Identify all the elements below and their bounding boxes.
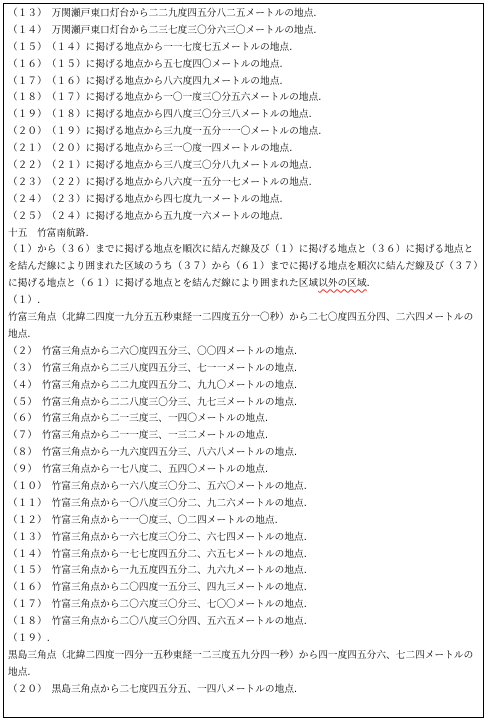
line-text: （１６） （１５）に掲げる地点から五七度四〇メートルの地点 [8, 58, 280, 70]
paragraph-mark: . [294, 447, 298, 459]
line-text: （８） 竹富三角点から一九六度四五分三、八六八メートルの地点 [8, 447, 295, 459]
item-text: 竹富三角点（北緯二四度一九分五五秒東経一二四度五分一〇秒）から二七〇度四五分四、二六四メートルの地点 [8, 312, 474, 340]
paragraph-mark: . [308, 109, 312, 121]
paragraph-mark: . [308, 160, 312, 172]
doc-line [8, 57, 482, 74]
item-paragraph [8, 648, 482, 682]
doc-line [8, 496, 482, 513]
paragraph-mark: . [318, 92, 322, 104]
item-text: 黒島三角点（北緯二四度一四分一五秒東経一二三度五九分四一秒）から四一度四五分六、七二四メートルの地点 [8, 649, 474, 678]
item-label [8, 631, 482, 648]
line-text: （１３） 万関瀬戸東口灯台から二二九度四五分八二五メートルの地点 [8, 8, 314, 19]
doc-line [8, 23, 482, 40]
paragraph-mark: . [37, 295, 41, 307]
spellcheck-underlined-text: 以外の区域 [318, 278, 367, 290]
line-text: （１９） （１８）に掲げる地点から四八度三〇分三八メートルの地点 [8, 109, 309, 121]
line-text: （７） 竹富三角点から二一一度三、一三二メートルの地点 [8, 430, 265, 442]
doc-line [8, 547, 482, 564]
line-text: （２４） （２３）に掲げる地点から四七度九一メートルの地点 [8, 193, 280, 205]
doc-line [8, 614, 482, 631]
doc-line [8, 344, 482, 361]
line-text: （２５） （２４）に掲げる地点から五九度一六メートルの地点 [8, 210, 280, 222]
line-text: （１５） 竹富三角点から一九五度四五分二、九六九メートルの地点 [8, 565, 304, 577]
line-text: （２３） （２２）に掲げる地点から八六度一五分一七メートルの地点 [8, 176, 309, 188]
paragraph-mark: . [308, 176, 312, 188]
paragraph-mark: . [303, 565, 307, 577]
line-text: （５） 竹富三角点から二二八度三〇分三、九七三メートルの地点 [8, 396, 295, 408]
paragraph-mark: . [294, 345, 298, 357]
doc-line [8, 107, 482, 124]
paragraph-mark: . [264, 413, 269, 425]
heading-text: 十五 竹富南航路 [8, 227, 86, 239]
doc-line [8, 395, 482, 412]
document-body [8, 6, 482, 699]
paragraph-mark: . [27, 328, 31, 340]
doc-line [8, 175, 482, 192]
line-text: （１８） （１７）に掲げる地点から一〇一度三〇分五六メートルの地点 [8, 92, 319, 104]
line-text: （１６） 竹富三角点から二〇四度一五分三、四九三メートルの地点 [8, 582, 304, 594]
paragraph-text: （１）から（３６）までに掲げる地点を順次に結んだ線及び（１）に掲げる地点と（３６）に掲げる地点とを結んだ線により囲まれた区域のうち（３７）から（６１）までに掲げる地点を順次に結んだ線及び（３７）に掲げる地点と（６１）に掲げる地点とを結んだ線により囲まれた区域 [8, 244, 479, 290]
line-text: （２０） （１９）に掲げる地点から三九度一五分一一〇メートルの地点 [8, 126, 319, 138]
paragraph-mark: . [303, 497, 307, 509]
paragraph-mark: . [303, 531, 307, 543]
item-label [8, 293, 482, 310]
section-heading [8, 226, 482, 243]
line-text: （１０） 竹富三角点から一六八度三〇分二、五六〇メートルの地点 [8, 481, 304, 493]
doc-line [8, 209, 482, 226]
line-text: （２１） （２０）に掲げる地点から三一〇度一四メートルの地点 [8, 143, 290, 155]
doc-line [8, 411, 482, 428]
line-text: （１４） 万関瀬戸東口灯台から二三七度三〇分六三〇メートルの地点 [8, 24, 314, 36]
paragraph-mark: . [313, 8, 317, 19]
doc-line [8, 361, 482, 378]
line-text: （２） 竹富三角点から二六〇度四五分三、〇〇四メートルの地点 [8, 345, 295, 357]
doc-line [8, 378, 482, 395]
paragraph-mark: . [303, 599, 307, 611]
doc-line [8, 428, 482, 445]
line-text: （４） 竹富三角点から二二九度四五分二、九九〇メートルの地点 [8, 379, 295, 391]
doc-line [8, 580, 482, 597]
paragraph-mark: . [279, 210, 283, 222]
section-list-c [8, 479, 482, 631]
doc-line [8, 141, 482, 158]
paragraph-mark: . [274, 514, 278, 526]
paragraph-mark: . [294, 683, 298, 695]
line-text: （１２） 竹富三角点から一一〇度三、〇二四メートルの地点 [8, 514, 275, 526]
doc-line [8, 192, 482, 209]
doc-line [8, 597, 482, 614]
paragraph-mark: . [264, 430, 269, 442]
paragraph-mark: . [264, 464, 269, 476]
paragraph-mark: . [294, 396, 298, 408]
line-text: （１１） 竹富三角点から一〇八度三〇分二、九二六メートルの地点 [8, 497, 304, 509]
paragraph-mark: . [289, 41, 293, 53]
line-text: （１３） 竹富三角点から一六七度三〇分二、六七四メートルの地点 [8, 531, 304, 543]
paragraph-mark: . [279, 58, 283, 70]
doc-line [8, 530, 482, 547]
doc-line [8, 90, 482, 107]
paragraph-mark: . [27, 666, 31, 678]
line-text: （３） 竹富三角点から二三八度四五分三、七一一メートルの地点 [8, 362, 295, 374]
paragraph-mark: . [366, 278, 370, 290]
paragraph-mark: . [303, 481, 307, 493]
line-text: （１８） 竹富三角点から二〇八度三〇分四、五六五メートルの地点 [8, 616, 304, 628]
line-text: （１７） 竹富三角点から二〇六度三〇分三、七〇〇メートルの地点 [8, 599, 304, 611]
paragraph-mark: . [294, 362, 298, 374]
paragraph-mark: . [279, 75, 283, 87]
doc-line [8, 124, 482, 141]
line-text: （６） 竹富三角点から二一三度三、一四〇メートルの地点 [8, 413, 265, 425]
line-text: （９） 竹富三角点から一七八度二、五四〇メートルの地点 [8, 464, 265, 476]
doc-line [8, 40, 482, 57]
paragraph-mark: . [294, 379, 298, 391]
paragraph-mark: . [289, 143, 293, 155]
paragraph-mark: . [279, 193, 283, 205]
doc-line [8, 74, 482, 91]
paragraph-mark: . [303, 582, 307, 594]
doc-line [8, 158, 482, 175]
doc-line [8, 462, 482, 479]
paragraph-mark: . [85, 227, 89, 239]
paragraph-mark: . [303, 616, 307, 628]
doc-line [8, 563, 482, 580]
doc-line [8, 682, 482, 699]
doc-line [8, 6, 482, 23]
line-text: （１４） 竹富三角点から一七七度四五分二、六五七メートルの地点 [8, 548, 304, 560]
item-number: （１９） [8, 633, 47, 645]
item-number: （１） [8, 295, 38, 307]
paragraph-mark: . [313, 24, 317, 36]
paragraph-mark: . [303, 548, 307, 560]
section-list-b [8, 344, 482, 479]
doc-line [8, 479, 482, 496]
doc-line [8, 445, 482, 462]
line-text: （２０） 黒島三角点から二七度四五分五、一四八メートルの地点 [8, 683, 295, 695]
section-list-a [8, 6, 482, 242]
area-description-paragraph [8, 242, 482, 293]
item-paragraph [8, 310, 482, 344]
paragraph-mark: . [318, 126, 322, 138]
line-text: （１７） （１６）に掲げる地点から八六度四九メートルの地点 [8, 75, 280, 87]
doc-line [8, 513, 482, 530]
line-text: （１５） （１４）に掲げる地点から一一七度七五メートルの地点 [8, 41, 290, 53]
line-text: （２２） （２１）に掲げる地点から三八度三〇分八九メートルの地点 [8, 160, 309, 172]
paragraph-mark: . [46, 633, 50, 645]
